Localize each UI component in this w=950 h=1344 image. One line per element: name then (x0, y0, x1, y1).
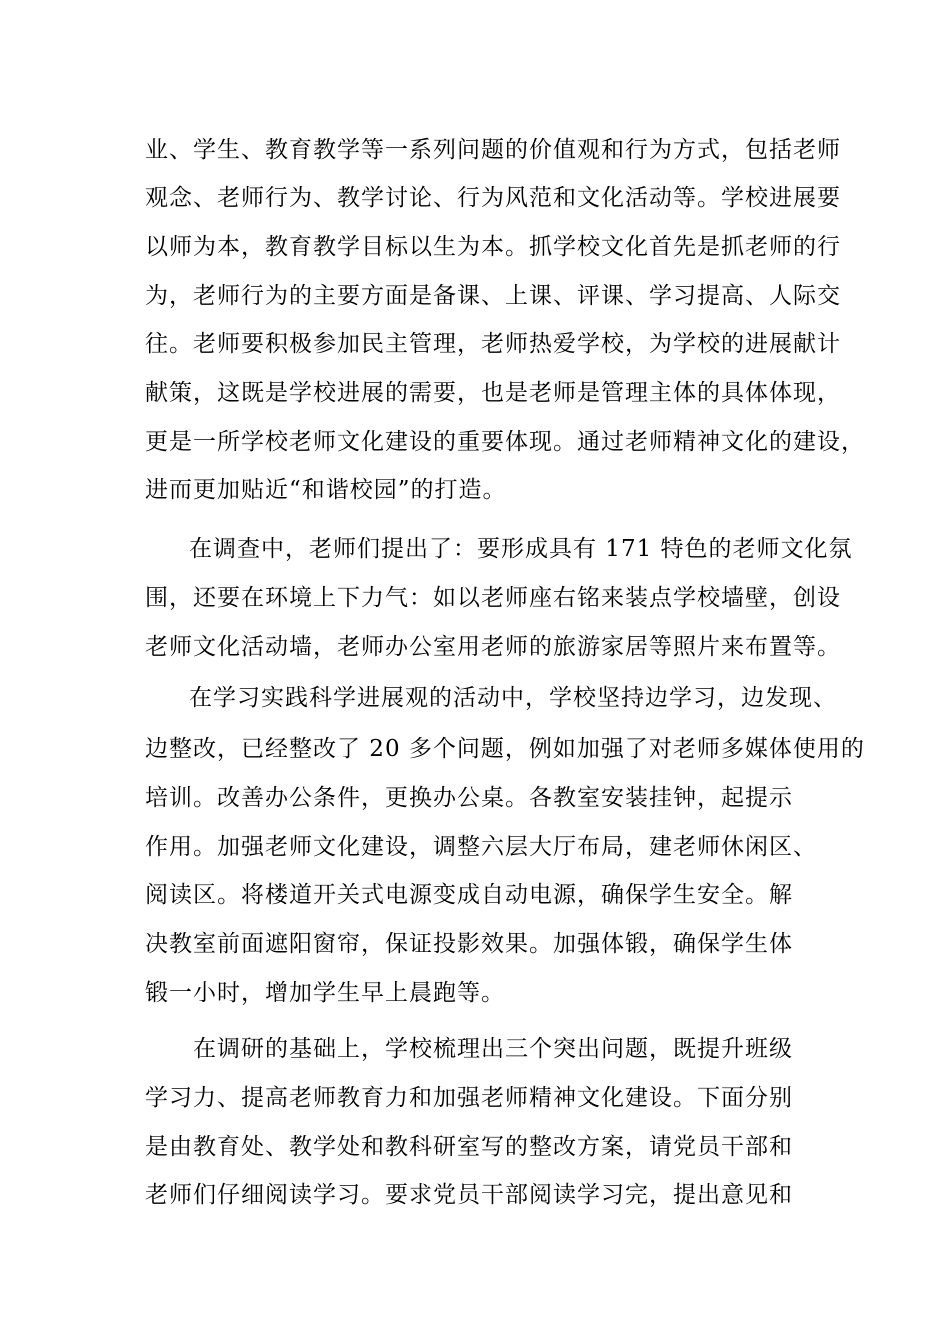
text-line: 业、学生、教育教学等一系列问题的价值观和行为方式，包括老师 (145, 137, 841, 163)
text-line: 更是一所学校老师文化建设的重要体现。通过老师精神文化的建设， (145, 429, 865, 455)
text-line: 培训。改善办公条件，更换办公桌。各教室安装挂钟，起提示 (145, 785, 793, 811)
text-line: 献策，这既是学校进展的需要，也是老师是管理主体的具体体现， (145, 380, 841, 406)
text-line: 进而更加贴近“和谐校园”的打造。 (145, 477, 507, 503)
text-line: 学习力、提高老师教育力和加强老师精神文化建设。下面分别 (145, 1085, 793, 1111)
text-line: 围，还要在环境上下力气：如以老师座右铭来装点学校墙壁，创设 (145, 585, 841, 611)
text-line: 为，老师行为的主要方面是备课、上课、评课、学习提高、人际交 (145, 283, 841, 309)
text-line: 阅读区。将楼道开关式电源变成自动电源，确保学生安全。解 (145, 882, 793, 908)
text-line: 以师为本，教育教学目标以生为本。抓学校文化首先是抓老师的行 (145, 234, 841, 260)
text-line: 是由教育处、教学处和教科研室写的整改方案，请党员干部和 (145, 1134, 793, 1160)
text-line: 观念、老师行为、教学讨论、行为风范和文化活动等。学校进展要 (145, 185, 841, 211)
text-line: 在学习实践科学进展观的活动中，学校坚持边学习，边发现、 (189, 685, 837, 711)
text-line: 老师们仔细阅读学习。要求党员干部阅读学习完，提出意见和 (145, 1182, 793, 1208)
text-line: 作用。加强老师文化建设，调整六层大厅布局，建老师休闲区、 (145, 834, 817, 860)
text-line: 在调查中，老师们提出了：要形成具有 171 特色的老师文化氛 (189, 536, 853, 562)
text-line: 在调研的基础上，学校梳理出三个突出问题，既提升班级 (193, 1036, 793, 1062)
text-line: 决教室前面遮阳窗帘，保证投影效果。加强体锻，确保学生体 (145, 931, 793, 957)
text-line: 老师文化活动墙，老师办公室用老师的旅游家居等照片来布置等。 (145, 634, 841, 660)
text-line: 锻一小时，增加学生早上晨跑等。 (145, 980, 505, 1006)
text-line: 边整改，已经整改了 20 多个问题，例如加强了对老师多媒体使用的 (145, 736, 865, 762)
text-line: 往。老师要积极参加民主管理，老师热爱学校，为学校的进展献计 (145, 331, 841, 357)
